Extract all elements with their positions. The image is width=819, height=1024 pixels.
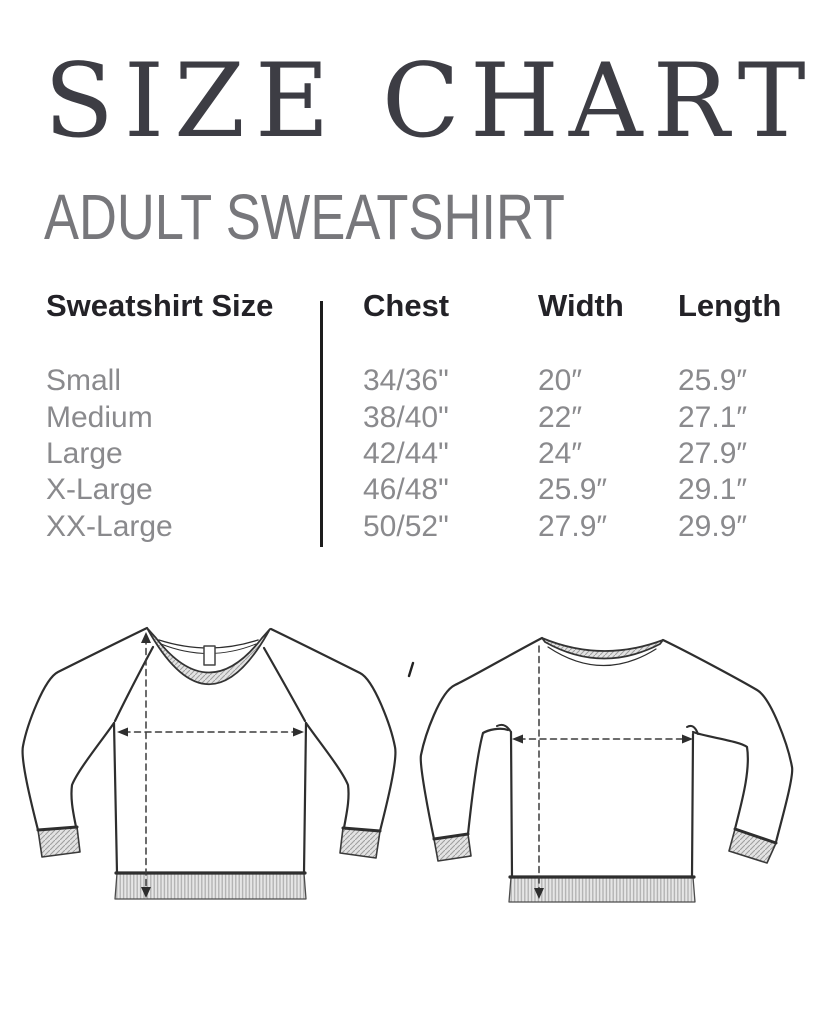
cell-width-medium: 22″ <box>538 401 582 434</box>
cell-width-xlarge: 25.9″ <box>538 473 608 506</box>
column-header-chest: Chest <box>363 288 450 323</box>
cell-size-medium: Medium <box>46 401 153 434</box>
front-right-cuff <box>340 828 380 858</box>
cell-width-xxlarge: 27.9″ <box>538 510 608 543</box>
cell-chest-xlarge: 46/48" <box>363 473 449 506</box>
cell-size-small: Small <box>46 364 122 397</box>
sweatshirt-back-diagram <box>421 638 792 902</box>
cell-width-small: 20″ <box>538 364 582 397</box>
cell-size-xxlarge: XX-Large <box>46 510 173 543</box>
cell-length-xlarge: 29.1″ <box>678 473 748 506</box>
cell-size-large: Large <box>46 437 123 470</box>
cell-width-large: 24″ <box>538 437 582 470</box>
page-subtitle: ADULT SWEATSHIRT <box>44 181 565 253</box>
page-title: SIZE CHART <box>44 42 816 161</box>
cell-length-large: 27.9″ <box>678 437 748 470</box>
sweatshirt-diagrams <box>0 580 819 1024</box>
front-neck-tag <box>204 646 215 665</box>
cell-chest-medium: 38/40" <box>363 401 449 434</box>
cell-chest-large: 42/44" <box>363 437 449 470</box>
sweatshirt-front-diagram <box>23 628 396 899</box>
cell-length-xxlarge: 29.9″ <box>678 510 748 543</box>
cell-size-xlarge: X-Large <box>46 473 153 506</box>
front-hem-band <box>115 873 306 899</box>
front-left-cuff <box>38 827 80 857</box>
tick-mark <box>409 663 413 676</box>
cell-length-medium: 27.1″ <box>678 401 748 434</box>
front-length-measure <box>141 632 151 898</box>
back-length-measure <box>534 646 544 899</box>
cell-chest-small: 34/36" <box>363 364 449 397</box>
table-divider-line <box>320 301 323 547</box>
column-header-width: Width <box>538 288 624 323</box>
column-header-length: Length <box>678 288 782 323</box>
cell-chest-xxlarge: 50/52" <box>363 510 449 543</box>
column-header-size: Sweatshirt Size <box>46 288 274 323</box>
cell-length-small: 25.9″ <box>678 364 748 397</box>
front-width-measure <box>117 728 304 737</box>
